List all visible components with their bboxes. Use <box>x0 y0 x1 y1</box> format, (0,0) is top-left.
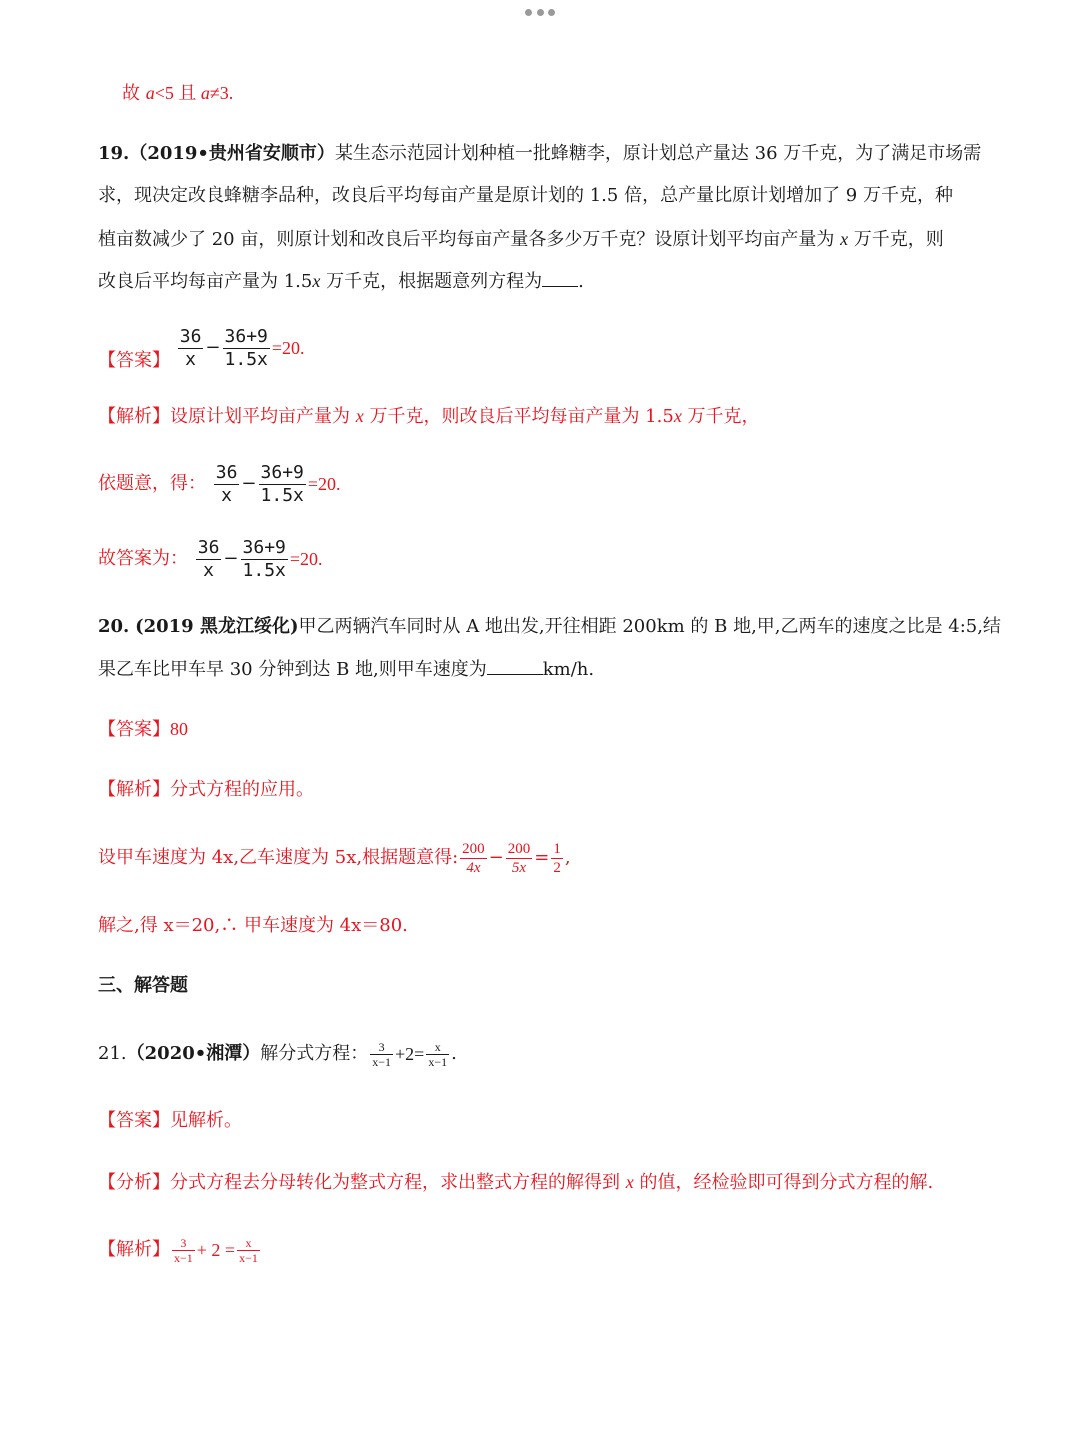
fraction: $\frac{1}{2}$ <box>553 840 561 876</box>
section-title: 三、解答题 <box>98 975 188 996</box>
q21-question: 21.（2020•湘潭）解分式方程： $\frac{3}{x-1}$ +2= $\frac{x}{x-1}$ . <box>98 1039 457 1069</box>
fraction: $\frac{36}{x}$ <box>197 536 220 581</box>
q20-equation: 设甲车速度为 4x,乙车速度为 5x,根据题意得: $\frac{200}{4x}$ − $\frac{200}{5x}$ = $\frac{1}{2}$ , <box>98 840 571 876</box>
answer-blank <box>542 270 578 287</box>
fraction: $\frac{36}{x}$ <box>215 461 238 506</box>
q19-line-1: 19.（2019•贵州省安顺市）某生态示范园计划种植一批蜂糖李，原计划总产量达 36 万千克，为了满足市场需 <box>98 143 982 164</box>
fraction: $\frac{36+9}{1.5x}$ <box>260 461 304 506</box>
q20-line-1: 20. (2019 黑龙江绥化)甲乙两辆汽车同时从 A 地出发,开往相距 200km 的 B 地,甲,乙两车的速度之比是 4:5,结 <box>98 616 1001 637</box>
q19-answer: 【答案】 $\frac{36}{x}$ − $\frac{36+9}{1.5x}$ =20. <box>98 325 305 371</box>
q21-analysis: 【分析】分式方程去分母转化为整式方程，求出整式方程的解得到 x 的值，经检验即可得到分式方程的解. <box>98 1172 934 1193</box>
fraction: $\frac{200}{4x}$ <box>462 840 485 876</box>
q20-solution: 解之,得 x＝20,∴ 甲车速度为 4x＝80. <box>98 915 408 936</box>
more-options-icon[interactable] <box>525 7 555 17</box>
q20-analysis: 【解析】分式方程的应用。 <box>98 779 314 800</box>
q19-analysis-equation: 依题意，得： $\frac{36}{x}$ − $\frac{36+9}{1.5x}$ =20. <box>98 461 341 506</box>
q18-conclusion: 故 a<5 且 a≠3. <box>122 83 234 104</box>
q19-line-2: 求，现决定改良蜂糖李品种，改良后平均每亩产量是原计划的 1.5 倍，总产量比原计划增加了 9 万千克，种 <box>98 185 953 206</box>
q20-line-2: 果乙车比甲车早 30 分钟到达 B 地,则甲车速度为 km/h. <box>98 659 595 680</box>
fraction: $\frac{x}{x-1}$ <box>428 1039 448 1069</box>
fraction: $\frac{x}{x-1}$ <box>239 1235 258 1265</box>
q21-answer: 【答案】见解析。 <box>98 1110 242 1131</box>
fraction: $\frac{3}{x-1}$ <box>174 1235 193 1265</box>
fraction: $\frac{36+9}{1.5x}$ <box>242 536 286 581</box>
q19-final-answer: 故答案为： $\frac{36}{x}$ − $\frac{36+9}{1.5x}$ =20. <box>98 536 323 581</box>
q20-answer: 【答案】80 <box>98 719 188 740</box>
fraction: $\frac{36+9}{1.5x}$ <box>224 325 268 370</box>
fraction: $\frac{3}{x-1}$ <box>372 1039 392 1069</box>
q19-line-3: 植亩数减少了 20 亩，则原计划和改良后平均每亩产量各多少万千克？设原计划平均亩产量为 x 万千克，则 <box>98 229 944 250</box>
answer-blank <box>487 658 543 675</box>
q19-analysis: 【解析】设原计划平均亩产量为 x 万千克，则改良后平均每亩产量为 1.5x 万千克， <box>98 406 760 427</box>
fraction: $\frac{36}{x}$ <box>179 325 202 370</box>
q21-solution: 【解析】 $\frac{3}{x-1}$ + 2 = $\frac{x}{x-1}$ <box>98 1235 258 1265</box>
fraction: $\frac{200}{5x}$ <box>507 840 531 876</box>
q19-line-4: 改良后平均每亩产量为 1.5x 万千克，根据题意列方程为 . <box>98 271 584 292</box>
